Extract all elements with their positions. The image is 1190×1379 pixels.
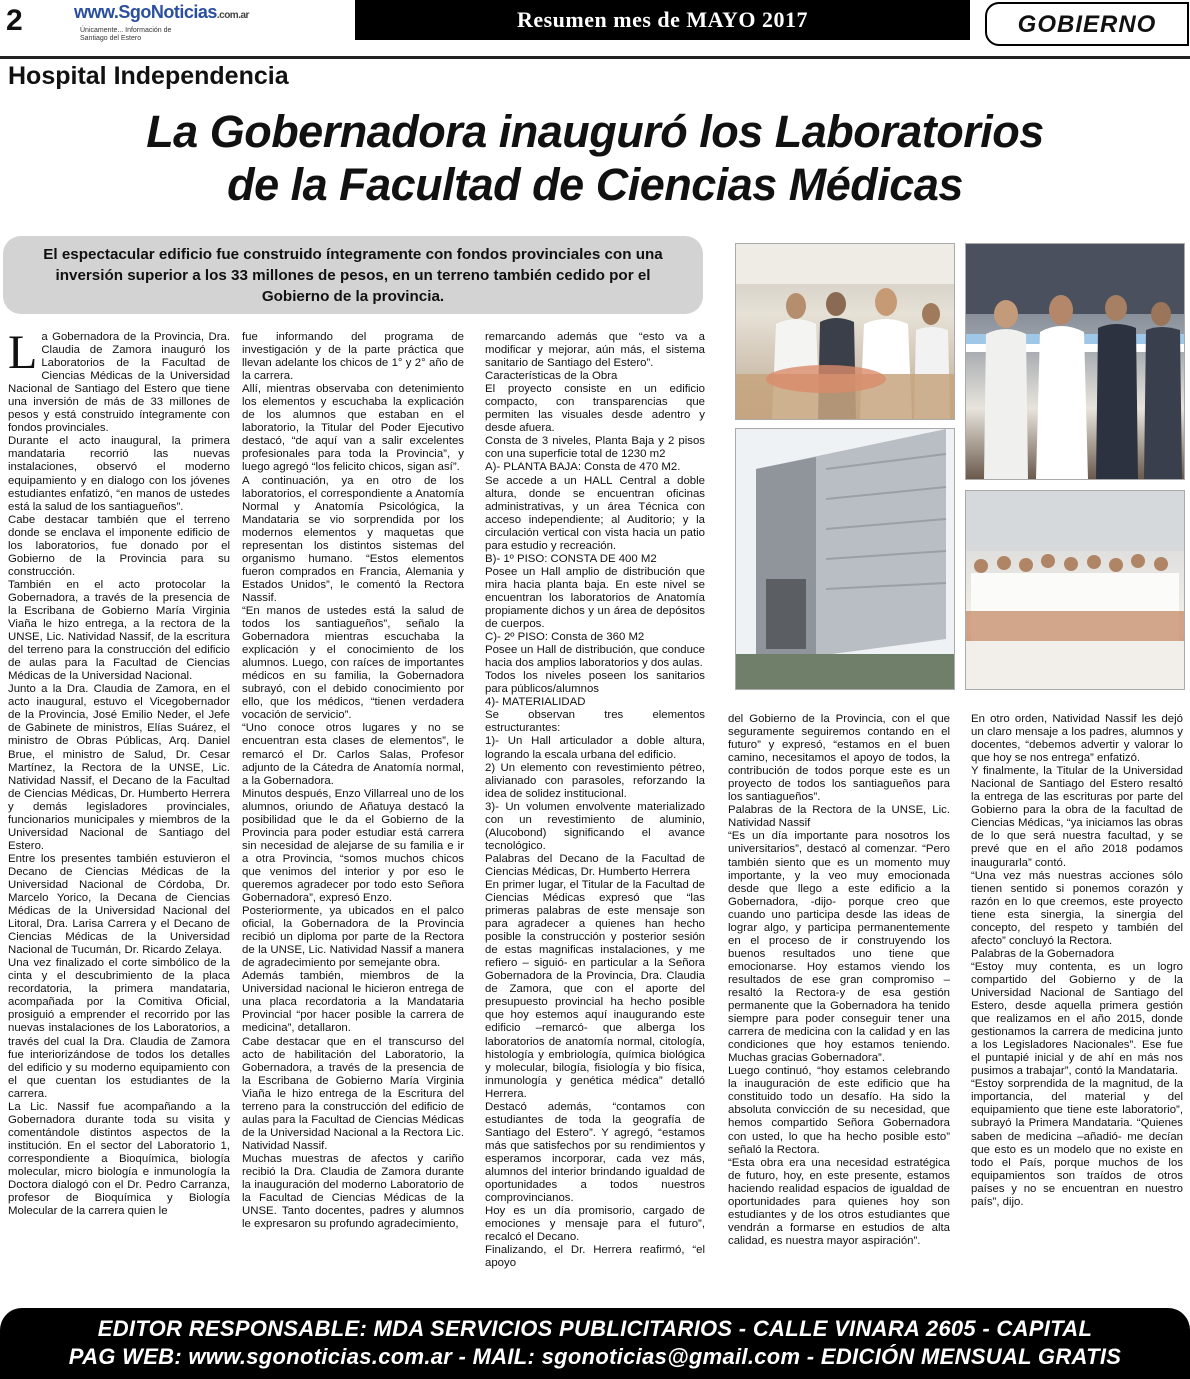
article-column-5 xyxy=(971,713,1183,1209)
lede-box xyxy=(3,236,703,314)
logo-text: www.SgoNoticias xyxy=(74,2,217,22)
paragraph: Se observan tres elementos estructurantes: xyxy=(485,709,705,735)
paragraph: Entre los presentes también estuvieron el Decano de Ciencias Médicas de la Universidad Nacional de Córdoba, Dr. Marcelo Yorico, la Decana de Ciencias Médicas de la Universidad Nacional del Litoral, Dra. Larisa Carrera y el Decano de Ciencias Médicas de la Universidad Nacional de Tucumán, Dr. Ricardo Zelaya. xyxy=(8,852,230,957)
paragraph: Junto a la Dra. Claudia de Zamora, en el acto inaugural, estuvo el Vicegobernador de la Provincia, José Emilio Neder, el Jefe de Gabinete de ministros, Elías Suárez, el ministro de Obras Públicas, Arq. Daniel Brue, el ministro de Salud, Dr. Cesar Martínez, la Rectora de la UNSE, Lic. Natividad Nassif, el Decano de la Facultad de Ciencias Médicas, Dr. Humberto Herrera y demás legisladores provinciales, funcionarios municipales y miembros de la Universidad Nacional de Santiago del Estero. xyxy=(8,683,230,852)
photo-illustration xyxy=(966,244,1184,479)
publication-logo xyxy=(74,2,249,42)
paragraph: La Lic. Nassif fue acompañando a la Gobernadora durante toda su visita y comentándole distintos aspectos de la institución. En el sector del Laboratorio 1, correspondiente a Bioquímica, biología molecular, micro biología e inmunología la Doctora dialogó con el Dr. Pedro Carranza, profesor de Bioquímica y Biología Molecular de la carrera quien le xyxy=(8,1100,230,1218)
article-lede: El espectacular edificio fue construido íntegramente con fondos provinciales con una inversión superior a los 33 millones de pesos, en un terreno también cedido por el Gobierno de la provincia. xyxy=(43,246,663,305)
page-header xyxy=(0,0,1190,44)
page-number: 2 xyxy=(6,4,23,37)
paragraph: Luego continuó, “hoy estamos celebrando la inauguración de este edificio que ha constituido todo un desafío. Ha sido la absoluta convicción de su necesidad, que hemos compartido Señora Gobernadora con usted, lo que ha hecho posible esto” señaló la Rectora. xyxy=(728,1065,950,1156)
paragraph: Finalizando, el Dr. Herrera reafirmó, “el apoyo xyxy=(485,1244,705,1270)
paragraph: En otro orden, Natividad Nassif les dejó un claro mensaje a los padres, alumnos y docentes, “debemos advertir y valorar lo que hoy se nos entrega” enfatizó. xyxy=(971,713,1183,765)
article-column-4 xyxy=(728,713,950,1248)
paragraph: Destacó además, “contamos con estudiantes de toda la geografía de Santiago del Estero”. Y agregó, “estamos más que satisfechos por su rendimientos y esperamos incorporar, cada vez más, alumnos del interior brindando igualdad de oportunidades a todos nuestros comprovincianos. xyxy=(485,1100,705,1205)
dropcap: L xyxy=(8,326,38,379)
subheading: Palabras de la Gobernadora xyxy=(971,947,1115,960)
paragraph: Todos los niveles poseen los sanitarios para públicos/alumnos xyxy=(485,670,705,696)
paragraph: 2) Un elemento con revestimiento pétreo, alivianado con parasoles, reforzando la idea de solidez institucional. xyxy=(485,761,705,800)
paragraph: “En manos de ustedes está la salud de todos los santiagueños”, señalo la Gobernadora mientras escuchaba la explicación y el conocimiento de los alumnos. Luego, con raíces de importantes médicos en su familia, la Gobernadora subrayó, con el debido conocimiento por ello, que los médicos, “tienen verdadera vocación de servicio”. xyxy=(242,604,464,722)
paragraph: Durante el acto inaugural, la primera mandataria recorrió las nuevas instalaciones, observó el moderno equipamiento y en dialogo con los jóvenes estudiantes enfatizó, “en manos de ustedes está la salud de los santiagueños”. xyxy=(8,435,230,513)
paragraph: Además también, miembros de la Universidad nacional le hicieron entrega de una placa recordatoria a la Mandataria Provincial “por hacer posible la carrera de medicina”, detallaron. xyxy=(242,970,464,1035)
logo-tld: .com.ar xyxy=(216,10,249,21)
article-column-2 xyxy=(242,331,464,1231)
paragraph: del Gobierno de la Provincia, con el que seguramente seguiremos contando en el futuro” y expresó, “estamos en el buen camino, necesitamos el apoyo de todos, la contribución de todos porque este es un proyecto de todos los santiagueños para los santiagueños”. xyxy=(728,713,950,804)
paragraph: “Es un día importante para nosotros los universitarios”, destacó al comenzar. “Pero también siento que es un momento muy importante, y la veo muy emocionada desde que llego a este edificio a la Gobernadora, -dijo- porque creo que cuando uno participa desde las ideas de lograr algo, y participa permanentemente en el proceso de ir construyendo los buenos resultados uno tiene que emocionarse. Hoy estamos viendo los resultados de ese gran compromiso –resaltó la Rectora-y de esa gestión permanente que la Gobernadora ha tenido siempre para poder conseguir tener una carrera de medicina con la calidad y en las condiciones que hoy estamos teniendo. Muchas gracias Gobernadora”. xyxy=(728,830,950,1065)
subheading: Palabras de la Rectora de la UNSE, Lic. Natividad Nassif xyxy=(728,804,950,830)
paragraph: “Uno conoce otros lugares y no se encuentran esta clases de elementos”, le remarcó el Dr. Carlos Salas, Profesor adjunto de la Cátedra de Anatomía normal, a la Gobernadora. xyxy=(242,722,464,787)
headline-line-2: de la Facultad de Ciencias Médicas xyxy=(227,159,963,210)
footer-contact-line: PAG WEB: www.sgonoticias.com.ar - MAIL: sgonoticias@gmail.com - EDICIÓN MENSUAL GRATIS xyxy=(68,1344,1122,1369)
paragraph: También en el acto protocolar la Gobernadora, a través de la presencia de la Escribana de Gobierno María Virginia Viaña le hizo entrega, a la rectora de la UNSE, Lic. Natividad Nassif, de la escritura del terreno para la construcción del edificio de aulas para la Facultad de Ciencias Médicas de la Universidad Nacional. xyxy=(8,578,230,683)
footer-editor-line: EDITOR RESPONSABLE: MDA SERVICIOS PUBLICITARIOS - CALLE VINARA 2605 - CAPITAL xyxy=(97,1316,1093,1341)
paragraph: 3)- Un volumen envolvente materializado con un revestimiento de aluminio, (Alucobond) significando el avance tecnológico. xyxy=(485,800,705,852)
paragraph: Posee un Hall amplio de distribución que mira hacia planta baja. En este nivel se encuentran los laboratorios de Anatomía propiamente dichos y un área de depósitos de cuerpos. xyxy=(485,565,705,631)
paragraph: Cabe destacar que en el transcurso del acto de habilitación del Laboratorio, la Gobernadora, a través de la presencia de la Escribana de Gobierno María Virginia Viaña le hizo entrega de la Escritura del terreno para la construcción del edificio de aulas para la Facultad de Ciencias Médicas de la Universidad Nacional a la Rectora Lic. Natividad Nassif. xyxy=(242,1035,464,1152)
article-headline xyxy=(30,105,1160,211)
paragraph: 4)- MATERIALIDAD xyxy=(485,696,586,709)
photo-illustration xyxy=(736,244,954,419)
photo-governor-lab-visit xyxy=(735,243,955,420)
paragraph: Allí, mientras observaba con detenimiento los elementos y escuchaba la explicación de los alumnos que estaban en el laboratorio, la Titular del Poder Ejecutivo destacó, “de aquí van a salir excelentes profesionales para toda la Provincia”, y luego agregó “los felicito chicos, sigan así”. xyxy=(242,383,464,474)
paragraph: B)- 1º PISO: CONSTA DE 400 M2 xyxy=(485,552,657,565)
paragraph: “Una vez más nuestras acciones sólo tienen sentido si ponemos corazón y razón en lo que creemos, este proyecto tiene esta sinergia, la sinergia del concepto, del respeto y también del afecto” concluyó la Rectora. xyxy=(971,869,1183,947)
paragraph: Posee un Hall de distribución, que conduce hacia dos amplios laboratorios y dos aulas. xyxy=(485,644,705,670)
photo-building-exterior xyxy=(735,428,955,690)
photo-illustration xyxy=(736,429,954,689)
paragraph: a Gobernadora de la Provincia, Dra. Claudia de Zamora inauguró los Laboratorios de la Facultad de Ciencias Médicas de la Universidad Nacional de Santiago del Estero que tiene una inversión de más de 33 millones de pesos y está construido íntegramente con fondos provinciales. xyxy=(8,331,230,435)
article-column-3 xyxy=(485,331,705,1270)
paragraph: “Esta obra era una necesidad estratégica de futuro, hoy, en este presente, estamos haciendo realidad espacios de igualdad de oportunidades para quienes hoy son estudiantes y de los otros estudiantes que vendrán a formarse en estudios de alta calidad, es nuestra mayor aspiración”. xyxy=(728,1156,950,1247)
headline-line-1: La Gobernadora inauguró los Laboratorios xyxy=(146,106,1044,157)
paragraph: “Estoy sorprendida de la magnitud, de la importancia, del material y del equipamiento que tiene este laboratorio”, subrayó la Primera Mandataria. “Quienes saben de medicina –añadió- me decían que esto es un modelo que no existe en todo el País, porque muchos de los equipamientos son traídos de otros países y no se encuentran en nuestro país”, dijo. xyxy=(971,1078,1183,1208)
paragraph: Se accede a un HALL Central a doble altura, donde se encuentran oficinas administrativas, y un área Técnica con acceso independiente; al Auditorio; y la circulación vertical con vista hacia un patio para estudio y recreación. xyxy=(485,474,705,552)
paragraph: El proyecto consiste en un edificio compacto, con transparencias que permiten las visuales desde adentro y desde afuera. xyxy=(485,383,705,435)
subheading: Características de la Obra xyxy=(485,370,618,383)
photo-ribbon-cutting xyxy=(965,243,1185,480)
paragraph: “Estoy muy contenta, es un logro compartido del Gobierno y de la Universidad Nacional de Santiago del Estero, desde aquella primera gestión que realizamos en el año 2015, donde gestionamos la carrera de medicina junto a los Legisladores Nacionales”. Ese fue el puntapié inicial y de ahí en más nos pusimos a trabajar”, contó la Mandataria. xyxy=(971,960,1183,1078)
paragraph: Cabe destacar también que el terreno donde se enclava el imponente edificio de los laboratorios, fue donado por el Gobierno de la Provincia para su construcción. xyxy=(8,513,230,578)
paragraph: Y finalmente, la Titular de la Universidad Nacional de Santiago del Estero resaltó la entrega de las escrituras por parte del Gobierno para la obra de la facultad de Ciencias Médicas, “ya iniciamos las obras de lo que será nuestra facultad, y se prevé que en el año 2018 podamos inaugurarla” contó. xyxy=(971,765,1183,869)
logo-tagline: Únicamente... Información de Santiago del Estero xyxy=(80,27,172,42)
subheading: Palabras del Decano de la Facultad de Ciencias Médicas, Dr. Humberto Herrera xyxy=(485,852,705,878)
paragraph: Minutos después, Enzo Villarreal uno de los alumnos, oriundo de Añatuya destacó la posibilidad que le da el Gobierno de la Provincia para poder estudiar está carrera sin necesidad de alejarse de su familia e ir a otra Provincia, “somos muchos chicos que venimos del interior y por eso le queremos agradecer por todo esto Señora Gobernadora”, expresó Enzo. xyxy=(242,787,464,905)
paragraph: A)- PLANTA BAJA: Consta de 470 M2. xyxy=(485,461,681,474)
article-kicker: Hospital Independencia xyxy=(8,62,289,90)
paragraph: Muchas muestras de afectos y cariño recibió la Dra. Claudia de Zamora durante la inauguración del moderno Laboratorio de la Facultad de Ciencias Médicas de la UNSE. Tanto docentes, padres y alumnos le expresaron su profundo agradecimiento, xyxy=(242,1152,464,1231)
photo-students-group xyxy=(965,490,1185,690)
section-name: GOBIERNO xyxy=(1017,11,1157,38)
paragraph: remarcando además que “esto va a modificar y mejorar, aún más, el sistema sanitario de Santiago del Estero”. xyxy=(485,331,705,370)
section-tab xyxy=(985,2,1189,46)
paragraph: 1)- Un Hall articulador a doble altura, logrando la escala urbana del edificio. xyxy=(485,735,705,761)
paragraph: C)- 2º PISO: Consta de 360 M2 xyxy=(485,631,645,644)
paragraph: Hoy es un día promisorio, cargado de emociones y mensaje para el futuro”, recalcó el Decano. xyxy=(485,1205,705,1244)
article-column-1 xyxy=(8,326,230,1218)
paragraph: fue informando del programa de investigación y de la parte práctica que llevan adelante los chicos de 1° y 2° año de la carrera. xyxy=(242,331,464,383)
paragraph: A continuación, ya en otro de los laboratorios, el correspondiente a Anatomía Normal y Anatomía Psicológica, la Mandataria se vio sorprendida por los modernos elementos y maquetas que representan los distintos sistemas del organismo humano. “Estos elementos fueron comprados en Francia, Alemania y Estados Unidos”, le comentó la Rectora Nassif. xyxy=(242,474,464,604)
header-rule xyxy=(0,56,1190,59)
paragraph: Una vez finalizado el corte simbólico de la cinta y el descubrimiento de la placa recordatoria, la primera mandataria, acompañada por la Comitiva Oficial, prosiguió a emprender el recorrido por las nuevas instalaciones de los Laboratorios, a través del cual la Dra. Claudia de Zamora fue interiorizándose de todos los detalles del edificio y su moderno equipamiento con el que cuentan los estudiantes de la carrera. xyxy=(8,957,230,1100)
photo-illustration xyxy=(966,491,1184,689)
issue-title: Resumen mes de MAYO 2017 xyxy=(516,7,809,32)
issue-band xyxy=(355,0,970,40)
paragraph: En primer lugar, el Titular de la Facultad de Ciencias Médicas expresó que “las primeras palabras de este mensaje son para agradecer a quienes han hecho posible la construcción y posterior sesión de estas magnificas instalaciones, y me refiero – siguió- en particular a la Señora Gobernadora de la Provincia, Dra. Claudia de Zamora, que con el aporte del presupuesto provincial ha hecho posible que hoy estemos aquí inaugurando este edificio –remarcó- que alberga los laboratorios de anatomía normal, citología, histología y embriología, química biológica y molecular, bilogía, fisiología y bio física, inmunología y genética médica” detalló Herrera. xyxy=(485,878,705,1100)
paragraph: Consta de 3 niveles, Planta Baja y 2 pisos con una superficie total de 1230 m2 xyxy=(485,435,705,461)
paragraph: Posteriormente, ya ubicados en el palco oficial, la Gobernadora de la Provincia recibió un diploma por parte de la Rectora de la UNSE, Lic. Natividad Nassif a manera de agradecimiento por semejante obra. xyxy=(242,905,464,970)
